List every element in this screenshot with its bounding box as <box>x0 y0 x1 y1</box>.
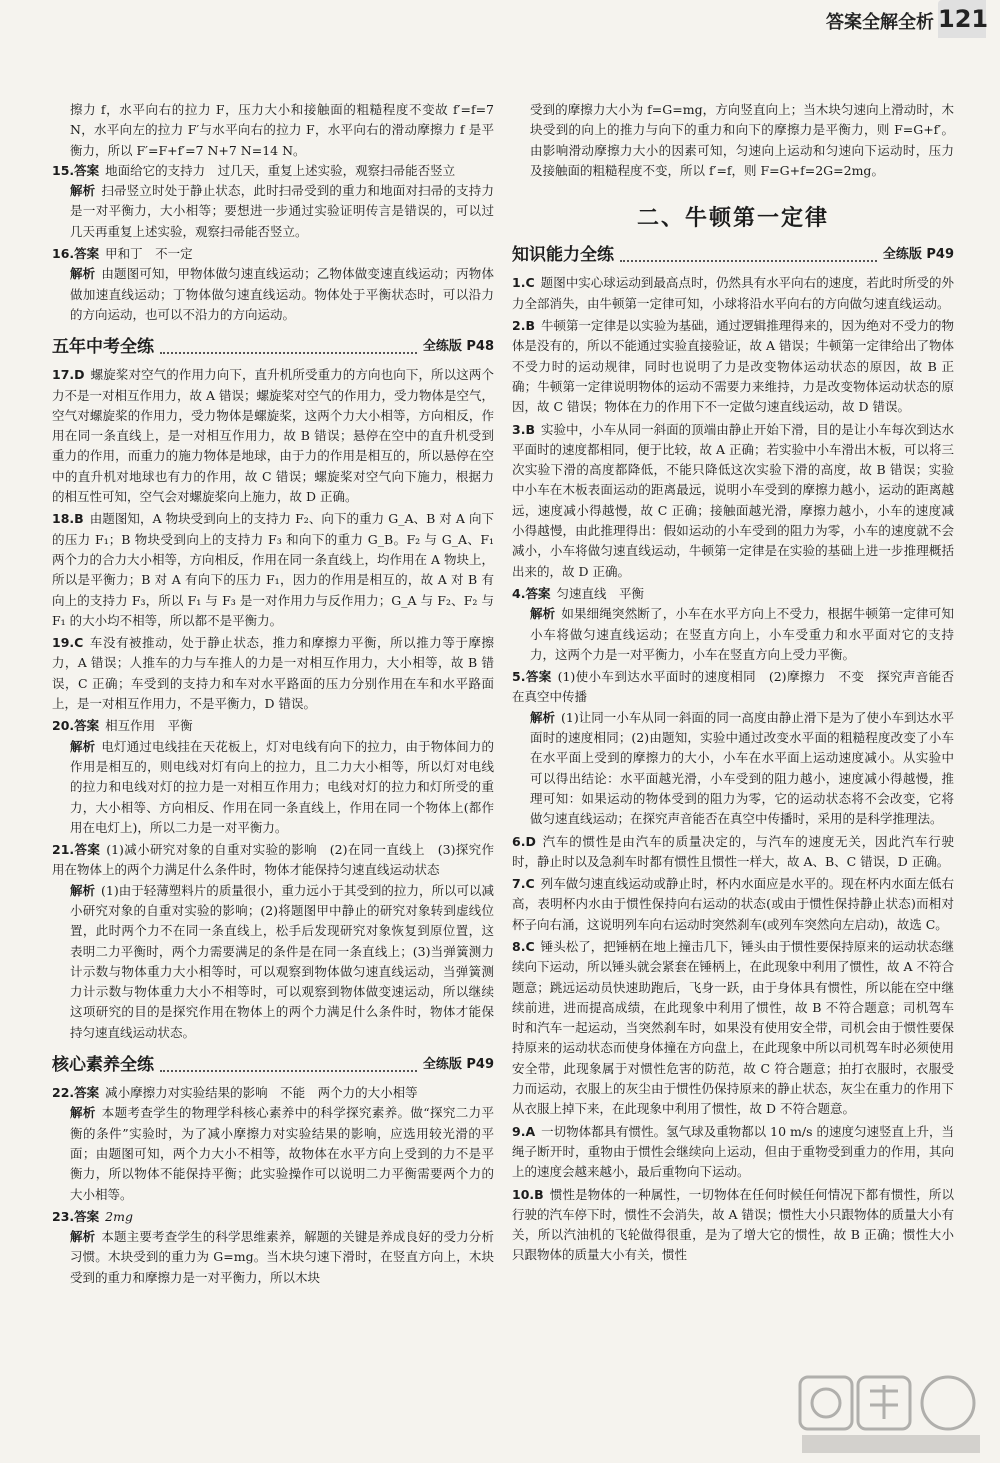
answer-text: 匀速直线 平衡 <box>556 585 644 601</box>
explanation-text: 一切物体都具有惯性。氢气球及重物都以 10 m/s 的速度匀速竖直上升，当绳子断开时，重物由于惯性会继续向上运动，但由于重物受到重力的作用，其向上的速度会越来越小，最后重物向下运动。 <box>512 1123 954 1180</box>
question-4: 4.答案 匀速直线 平衡 解析 如果细绳突然断了，小车在水平方向上不受力，根据牛顿第一定律可知小车将做匀速直线运动；在竖直方向上，小车受重力和水平面对它的支持力，这两个力是一对平衡力，小车在竖直方向上受力平衡。 <box>512 585 954 662</box>
answer-letter: C <box>525 275 535 291</box>
explanation-text: 由题图知，A 物块受到向上的支持力 F₂、向下的重力 G_A、B 对 A 向下的压力 F₁；B 物块受到向上的支持力 F₃ 和向下的重力 G_B。F₂ 与 G_A、F₁ 两个力的合力大小相等，方向相反，作用在同一条直线上，均作用在 A 物块上，所以是平衡力；B 对 A 有向下的压力 F₁，因力的作用是相互的，故 A 对 B 有向上的支持力 F₃，所以 F₁ 与 F₃ 是一对作用力与反作用力；G_A 与 F₂、F₂ 与 F₁ 的大小均不相等，所以都不是平衡力。 <box>52 511 494 628</box>
explanation-text: 锤头松了，把锤柄在地上撞击几下，锤头由于惯性要保持原来的运动状态继续向下运动，所以锤头就会紧套在锤柄上，在此现象中利用了惯性，故 A 不符合题意；跳远运动员快速助跑后，飞身一跃，由于身体具有惯性，所以能在空中继续前进，进而提高成绩，在此现象中利用了惯性，故 B 不符合题意；司机驾车时和汽车一起运动，当突然刹车时，如果没有使用安全带，司机会由于惯性要保持原来的运动状态而使身体撞在方向盘上，在此现象中所以司机驾车时必须使用安全带，此现象属于对惯性危害的防范，故 C 符合题意；拍打衣服时，衣服受力而运动，衣服上的灰尘由于惯性仍保持原来的静止状态，灰尘在重力的作用下从衣服上掉下来，在此现象中利用了惯性，故 D 不符合题意。 <box>512 938 954 1117</box>
explanation-text: 由题图可知，甲物体做匀速直线运动；乙物体做变速直线运动；丙物体做加速直线运动；丁物体做匀速直线运动。物体处于平衡状态时，可以沿力的方向运动，也可以不沿力的方向运动。 <box>70 266 494 322</box>
continued-text: 受到的摩擦力大小为 f=G=mg，方向竖直向上；当木块匀速向上滑动时，木块受到的向上的推力与向下的重力和向下的摩擦力是平衡力，则 F=G+f′。由影响滑动摩擦力大小的因素可知，匀速向上运动和匀速向下运动时，压力及接触面的粗糙程度不变，所以 f′=f，则 F=G+f=2G=2mg。 <box>530 102 954 178</box>
question-15: 15.答案 地面给它的支持力 过几天，重复上述实验，观察扫帚能否竖立 解析 扫帚竖立时处于静止状态，此时扫帚受到的重力和地面对扫帚的支持力是一对平衡力，大小相等；要想进一步通过实验证明传言是错误的，可以过几天再重复上述实验，观察扫帚能否竖立。 <box>52 162 494 239</box>
answer-letter: B <box>74 511 84 527</box>
watermark-logo-icon <box>796 1371 986 1457</box>
question-3: 3.B 实验中，小车从同一斜面的顶端由静止开始下滑，目的是让小车每次到达水平面时的速度都相同，便于比较，故 A 正确；若实验中小车滑出木板，可以将三次实验下滑的高度都降低，不能只降低这次实验下滑的高度，故 B 错误；实验中小车在木板表面运动的距离最远，说明小车受到的摩擦力越小，运动的距离越远，速度减小得越慢，故 C 正确；接触面越光滑，摩擦力越小，小车的速度减小得越慢，由此推理得出：假如运动的小车受到的阻力为零，小车的速度就不会减小，小车将做匀速直线运动，牛顿第一定律是在实验的基础上进一步推理概括出来的，故 D 正确。 <box>512 421 954 579</box>
answer-text: 2mg <box>105 1208 133 1224</box>
answer-text: (1)减小研究对象的自重对实验的影响 (2)在同一直线上 (3)探究作用在物体上的两个力满足什么条件时，物体才能保持匀速直线运动状态 <box>52 842 494 878</box>
answer-letter: B <box>525 421 535 437</box>
section-header-five-year <box>52 335 494 359</box>
question-22: 22.答案 减小摩擦力对实验结果的影响 不能 两个力的大小相等 解析 本题考查学生的物理学科核心素养中的科学探究素养。做“探究二力平衡的条件”实验时，为了减小摩擦力对实验结果的影响，应选用较光滑的平面；由题图可知，两个力大小不相等，故物体在水平方向上受到的力不是平衡力，所以物体不能保持平衡；此实验操作可以说明二力平衡需要两个力的大小相等。 <box>52 1085 494 1202</box>
left-column <box>52 100 494 1290</box>
question-18: 18.B 由题图知，A 物块受到向上的支持力 F₂、向下的重力 G_A、B 对 A 向下的压力 F₁；B 物块受到向上的支持力 F₃ 和向下的重力 G_B。F₂ 与 G_A、F₁ 两个力的合力大小相等，方向相反，作用在同一条直线上，均作用在 A 物块上，所以是平衡力；B 对 A 有向下的压力 F₁，因力的作用是相互的，故 A 对 B 有向上的支持力 F₃，所以 F₁ 与 F₃ 是一对作用力与反作用力；G_A 与 F₂、F₂ 与 F₁ 的大小均不相等，所以都不是平衡力。 <box>52 511 494 628</box>
section-divider <box>160 340 417 354</box>
explanation-text: 列车做匀速直线运动或静止时，杯内水面应是水平的。现在杯内水面左低右高，表明杯内水由于惯性保持向右运动的状态(或由于惯性保持静止状态)而相对杯子向右涌，这说明列车向右运动时突然刹车(或列车突然向左启动)，故选 C。 <box>512 876 954 932</box>
section-ref: 全练版 P49 <box>422 1056 494 1072</box>
section-title: 五年中考全练 <box>52 337 154 358</box>
explanation-text: (1)让同一小车从同一斜面的同一高度由静止滑下是为了使小车到达水平面时的速度相同；(2)由题知，实验中通过改变水平面的粗糙程度改变了小车在水平面上受到的摩擦力的大小，小车在水平面上运动速度减小。从实验中可以得出结论：水平面越光滑，小车受到的阻力越小，速度减小得越慢，推理可知：如果运动的物体受到的阻力为零，它的运动状态将不会改变，它将做匀速直线运动；在探究声音能否在真空中传播时，采用的是科学推理法。 <box>530 709 954 827</box>
explanation-text: 车没有被推动，处于静止状态，推力和摩擦力平衡，所以推力等于摩擦力，A 错误；人推车的力与车推人的力是一对相互作用力，大小相等，故 B 错误，C 正确；车受到的支持力和车对水平路面的压力分别作用在车和水平路面上，是一对相互作用力，不是平衡力，D 错误。 <box>52 635 494 712</box>
section-ref: 全练版 P49 <box>882 247 954 263</box>
answer-text: 减小摩擦力对实验结果的影响 不能 两个力的大小相等 <box>105 1085 418 1101</box>
section-title: 核心素养全练 <box>52 1054 154 1075</box>
section-divider <box>620 248 877 262</box>
page-header <box>0 0 1000 40</box>
section-ref: 全练版 P48 <box>422 339 494 355</box>
answer-text: 甲和丁 不一定 <box>105 246 193 262</box>
question-1: 1.C 题图中实心球运动到最高点时，仍然具有水平向右的速度，若此时所受的外力全部消失，由牛顿第一定律可知，小球将沿水平向右的方向做匀速直线运动。 <box>512 275 954 311</box>
question-5: 5.答案 (1)使小车到达水平面时的速度相同 (2)摩擦力 不变 探究声音能否在真空中传播 解析 (1)让同一小车从同一斜面的同一高度由静止滑下是为了使小车到达水平面时的速度相同；(2)由题知，实验中通过改变水平面的粗糙程度改变了小车在水平面上受到的摩擦力的大小，小车在水平面上运动速度减小。从实验中可以得出结论：水平面越光滑，小车受到的阻力越小，速度减小得越慢，推理可知：如果运动的物体受到的阻力为零，它的运动状态将不会改变，它将做匀速直线运动；在探究声音能否在真空中传播时，采用的是科学推理法。 <box>512 669 954 827</box>
explanation-text: 牛顿第一定律是以实验为基础，通过逻辑推理得来的，因为绝对不受力的物体是没有的，所以不能通过实验直接验证，故 A 错误；牛顿第一定律给出了物体不受力时的运动规律，同时也说明了力是改变物体运动状态的原因，故 B 正确；牛顿第一定律说明物体的运动不需要力来维持，力是改变物体运动状态的原因，故 C 错误；物体在力的作用下不一定做匀速直线运动，故 D 错误。 <box>512 318 954 415</box>
question-10: 10.B 惯性是物体的一种属性，一切物体在任何时候任何情况下都有惯性，所以行驶的汽车停下时，惯性不会消失，故 A 错误；惯性大小只跟物体的质量大小有关，所以汽油机的飞轮做得很重，是为了增大它的惯性，故 B 正确；惯性大小只跟物体的质量大小有关，惯性 <box>512 1186 954 1263</box>
answer-letter: C <box>74 635 84 651</box>
answer-letter: C <box>525 938 535 954</box>
question-6: 6.D 汽车的惯性是由汽车的质量决定的，与汽车的速度无关，因此汽车行驶时，静止时以及急刹车时都有惯性且惯性一样大，故 A、B、C 错误，D 正确。 <box>512 833 954 869</box>
right-column <box>512 100 954 1268</box>
explanation-text: 扫帚竖立时处于静止状态，此时扫帚受到的重力和地面对扫帚的支持力是一对平衡力，大小相等；要想进一步通过实验证明传言是错误的，可以过几天再重复上述实验，观察扫帚能否竖立。 <box>70 183 494 239</box>
explanation-text: (1)由于轻薄塑料片的质量很小，重力远小于其受到的拉力，所以可以减小研究对象的自重对实验的影响；(2)将题图甲中静止的研究对象转到虚线位置，此时两个力不在同一条直线上，松手后发现研究对象恢复到原位置，这表明二力平衡时，两个力需要满足的条件是在同一条直线上；(3)当弹簧测力计示数与物体重力大小相等时，可以观察到物体做匀速直线运动，当弹簧测力计示数与物体重力大小不相等时，可以观察到物体做变速运动，所以继续这项研究的目的是探究作用在物体上的两个力满足什么条件时，物体才能保持匀速直线运动状态。 <box>70 882 494 1040</box>
answer-text: 地面给它的支持力 过几天，重复上述实验，观察扫帚能否竖立 <box>105 162 456 178</box>
question-21: 21.答案 (1)减小研究对象的自重对实验的影响 (2)在同一直线上 (3)探究作用在物体上的两个力满足什么条件时，物体才能保持匀速直线运动状态 解析 (1)由于轻薄塑料片的质量很小，重力远小于其受到的拉力，所以可以减小研究对象的自重对实验的影响；(2)将题图甲中静止的研究对象转到虚线位置，此时两个力不在同一条直线上，松手后发现研究对象恢复到原位置，这表明二力平衡时，两个力需要满足的条件是在同一条直线上；(3)当弹簧测力计示数与物体重力大小相等时，可以观察到物体做匀速直线运动，当弹簧测力计示数与物体重力大小不相等时，可以观察到物体做变速运动，所以继续这项研究的目的是探究作用在物体上的两个力满足什么条件时，物体才能保持匀速直线运动状态。 <box>52 842 494 1040</box>
answer-text: 相互作用 平衡 <box>105 718 193 734</box>
question-23: 23.答案 2mg 解析 本题主要考查学生的科学思维素养，解题的关键是养成良好的受力分析习惯。木块受到的重力为 G=mg。当木块匀速下滑时，在竖直方向上，木块受到的重力和摩擦力是一对平衡力，所以木块 <box>52 1208 494 1285</box>
question-20: 20.答案 相互作用 平衡 解析 电灯通过电线挂在天花板上，灯对电线有向下的拉力，由于物体间力的作用是相互的，则电线对灯有向上的拉力，且二力大小相等，所以灯对电线的拉力和电线对灯的拉力是一对相互作用力；电线对灯的拉力和灯所受的重力，大小相等、方向相反、作用在同一条直线上，作用在同一个物体上(都作用在电灯上)，所以二力是一对平衡力。 <box>52 718 494 835</box>
page-number: 121 <box>938 0 986 38</box>
section-divider <box>160 1058 417 1072</box>
question-16: 16.答案 甲和丁 不一定 解析 由题图可知，甲物体做匀速直线运动；乙物体做变速直线运动；丙物体做加速直线运动；丁物体做匀速直线运动。物体处于平衡状态时，可以沿力的方向运动，也可以不沿力的方向运动。 <box>52 246 494 322</box>
section-header-core-literacy <box>52 1053 494 1077</box>
question-8: 8.C 锤头松了，把锤柄在地上撞击几下，锤头由于惯性要保持原来的运动状态继续向下运动，所以锤头就会紧套在锤柄上，在此现象中利用了惯性，故 A 不符合题意；跳远运动员快速助跑后，飞身一跃，由于身体具有惯性，所以能在空中继续前进，进而提高成绩，在此现象中利用了惯性，故 B 不符合题意；司机驾车时和汽车一起运动，当突然刹车时，如果没有使用安全带，司机会由于惯性要保持原来的运动状态而使身体撞在方向盘上，在此现象中所以司机驾车时必须使用安全带，此现象属于对惯性危害的防范，故 C 符合题意；拍打衣服时，衣服受力而运动，衣服上的灰尘由于惯性仍保持原来的静止状态，灰尘在重力的作用下从衣服上掉下来，在此现象中利用了惯性，故 D 不符合题意。 <box>512 938 954 1117</box>
explanation-text: 本题主要考查学生的科学思维素养，解题的关键是养成良好的受力分析习惯。木块受到的重力为 G=mg。当木块匀速下滑时，在竖直方向上，木块受到的重力和摩擦力是一对平衡力，所以木块 <box>70 1229 494 1285</box>
explanation-text: 汽车的惯性是由汽车的质量决定的，与汽车的速度无关，因此汽车行驶时，静止时以及急刹车时都有惯性且惯性一样大，故 A、B、C 错误，D 正确。 <box>512 833 954 869</box>
question-7: 7.C 列车做匀速直线运动或静止时，杯内水面应是水平的。现在杯内水面左低右高，表明杯内水由于惯性保持向右运动的状态(或由于惯性保持静止状态)而相对杯子向右涌，这说明列车向右运动时突然刹车(或列车突然向左启动)，故选 C。 <box>512 876 954 932</box>
explanation-text: 惯性是物体的一种属性，一切物体在任何时候任何情况下都有惯性，所以行驶的汽车停下时，惯性不会消失，故 A 错误；惯性大小只跟物体的质量大小有关，所以汽油机的飞轮做得很重，是为了增大它的惯性，故 B 正确；惯性大小只跟物体的质量大小有关，惯性 <box>512 1186 954 1263</box>
answer-letter: A <box>525 1123 536 1139</box>
explanation-text: 实验中，小车从同一斜面的顶端由静止开始下滑，目的是让小车每次到达水平面时的速度都相同，便于比较，故 A 正确；若实验中小车滑出木板，可以将三次实验下滑的高度都降低，不能只降低这次实验下滑的高度，故 B 错误；实验中小车在木板表面运动的距离最远，说明小车受到的摩擦力越小，运动的距离越远，速度减小得越慢，故 C 正确；接触面越光滑，摩擦力越小，小车的速度减小得越慢，由此推理得出：假如运动的小车受到的阻力为零，小车的速度就不会减小，小车将做匀速直线运动，牛顿第一定律是在实验的基础上进一步推理概括出来的，故 D 正确。 <box>512 421 954 579</box>
chapter-title: 二、牛顿第一定律 <box>636 206 829 232</box>
explanation-text: 题图中实心球运动到最高点时，仍然具有水平向右的速度，若此时所受的外力全部消失，由牛顿第一定律可知，小球将沿水平向右的方向做匀速直线运动。 <box>512 275 954 311</box>
question-19: 19.C 车没有被推动，处于静止状态，推力和摩擦力平衡，所以推力等于摩擦力，A 错误；人推车的力与车推人的力是一对相互作用力，大小相等，故 B 错误，C 正确；车受到的支持力和车对水平路面的压力分别作用在车和水平路面上，是一对相互作用力，不是平衡力，D 错误。 <box>52 635 494 712</box>
answer-letter: B <box>525 318 535 334</box>
answer-letter: B <box>534 1186 544 1202</box>
explanation-text: 本题考查学生的物理学科核心素养中的科学探究素养。做“探究二力平衡的条件”实验时，为了减小摩擦力对实验结果的影响，应选用较光滑的平面；由题图可知，两个力大小不相等，故物体在水平方向上受到的力不是平衡力，所以物体不能保持平衡；此实验操作可以说明二力平衡需要两个力的大小相等。 <box>70 1105 494 1202</box>
section-header-knowledge <box>512 243 954 267</box>
explanation-text: 螺旋桨对空气的作用力向下，直升机所受重力的方向也向下，所以这两个力不是一对相互作用力，故 A 错误；螺旋桨对空气的作用力，受力物体是空气，空气对螺旋桨的作用力，受力物体是螺旋桨，这两个力大小相等，方向相反，作用在同一条直线上，是一对相互作用力，故 B 错误；悬停在空中的直升机受到重力的作用，而重力的施力物体是地球，由于力的作用是相互的，所以悬停在空中的直升机对地球也有力的作用，故 C 错误；螺旋桨对空气向下施力，根据力的相互性可知，空气会对螺旋桨向上施力，故 D 正确。 <box>52 367 494 505</box>
question-2: 2.B 牛顿第一定律是以实验为基础，通过逻辑推理得来的，因为绝对不受力的物体是没有的，所以不能通过实验直接验证，故 A 错误；牛顿第一定律给出了物体不受力时的运动规律，同时也说明了力是改变物体运动状态的原因，故 B 正确；牛顿第一定律说明物体的运动不需要力来维持，力是改变物体运动状态的原因，故 C 错误；物体在力的作用下不一定做匀速直线运动，故 D 错误。 <box>512 318 954 415</box>
question-17: 17.D 螺旋桨对空气的作用力向下，直升机所受重力的方向也向下，所以这两个力不是一对相互作用力，故 A 错误；螺旋桨对空气的作用力，受力物体是空气，空气对螺旋桨的作用力，受力物体是螺旋桨，这两个力大小相等，方向相反，作用在同一条直线上，是一对相互作用力，故 B 错误；悬停在空中的直升机受到重力的作用，而重力的施力物体是地球，由于力的作用是相互的，所以悬停在空中的直升机对地球也有力的作用，故 C 错误；螺旋桨对空气向下施力，根据力的相互性可知，空气会对螺旋桨向上施力，故 D 正确。 <box>52 367 494 505</box>
question-9: 9.A 一切物体都具有惯性。氢气球及重物都以 10 m/s 的速度匀速竖直上升，当绳子断开时，重物由于惯性会继续向上运动，但由于重物受到重力的作用，其向上的速度会越来越小，最后重物向下运动。 <box>512 1123 954 1180</box>
header-title: 答案全解全析 <box>826 12 934 33</box>
answer-letter: D <box>525 833 536 849</box>
explanation-text: 如果细绳突然断了，小车在水平方向上不受力，根据牛顿第一定律可知小车将做匀速直线运动；在竖直方向上，小车受重力和水平面对它的支持力，这两个力是一对平衡力，小车在竖直方向上受力平衡。 <box>530 606 954 662</box>
answer-letter: D <box>74 367 85 383</box>
section-title: 知识能力全练 <box>512 245 614 266</box>
continued-text: 擦力 f，水平向右的拉力 F，压力大小和接触面的粗糙程度不变故 f′=f=7 N，水平向左的拉力 F′与水平向右的拉力 F，水平向右的滑动摩擦力 f 是平衡力，所以 F′=F+f′=7 N+7 N=14 N。 <box>70 102 494 158</box>
answer-text: (1)使小车到达水平面时的速度相同 (2)摩擦力 不变 探究声音能否在真空中传播 <box>512 669 954 705</box>
explanation-text: 电灯通过电线挂在天花板上，灯对电线有向下的拉力，由于物体间力的作用是相互的，则电线对灯有向上的拉力，且二力大小相等，所以灯对电线的拉力和电线对灯的拉力是一对相互作用力；电线对灯的拉力和灯所受的重力，大小相等、方向相反、作用在同一条直线上，作用在同一个物体上(都作用在电灯上)，所以二力是一对平衡力。 <box>70 738 494 835</box>
answer-letter: C <box>525 876 535 892</box>
